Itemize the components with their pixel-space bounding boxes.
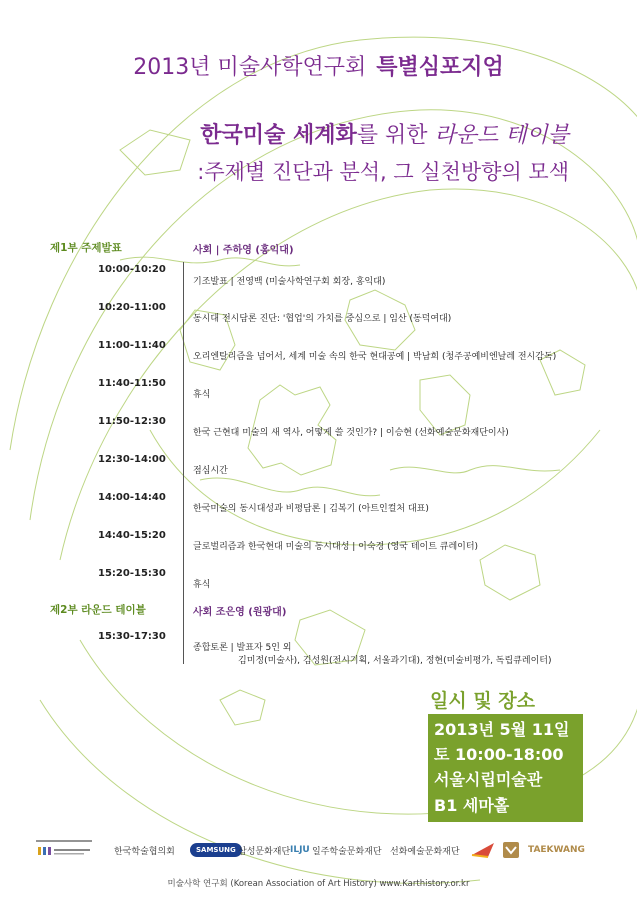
- sunhwa-foundation-logo: 선화예술문화재단: [390, 846, 460, 857]
- date-venue-heading: 일시 및 장소: [430, 690, 535, 712]
- samsung-wordmark: SAMSUNG: [190, 843, 242, 857]
- event-venue: 서울시립미술관: [434, 770, 543, 789]
- subtitle: :주제별 진단과 분석, 그 실천방향의 모색: [197, 160, 569, 184]
- samsung-logo: [190, 836, 242, 864]
- schedule-item: 휴식: [193, 390, 211, 400]
- taekwang-emblem: [502, 836, 520, 864]
- ilju-logo: ILJU: [290, 845, 310, 855]
- part1-heading: 제1부 주제발표: [50, 242, 122, 254]
- taekwang-logo: TAEKWANG: [528, 845, 585, 855]
- roundtable-line2: 김미정(미술사), 김성원(전시기획, 서울과기대), 정현(미술비평가, 독립큐레이터): [238, 656, 552, 666]
- theme-normal: 를 위한: [356, 123, 435, 148]
- part1-moderator: 사회 | 주하영 (홍익대): [193, 245, 294, 256]
- symposium-title: [0, 50, 637, 81]
- event-time: 토 10:00-18:00: [434, 745, 564, 764]
- seoul-museum-logo: [34, 836, 102, 864]
- roundtable-time: 15:30-17:30: [98, 631, 166, 642]
- theme-italic: 라운드 테이블: [434, 123, 569, 148]
- event-room: B1 세마홀: [434, 796, 510, 815]
- schedule-time: 11:40-11:50: [98, 378, 166, 389]
- schedule-item: 동시대 전시담론 진단: '협업'의 가치를 중심으로 | 임산 (동덕여대): [193, 314, 452, 324]
- schedule-time: 14:40-15:20: [98, 530, 166, 541]
- theme-bold: 한국미술 세계화: [200, 123, 357, 148]
- schedule-time: 11:00-11:40: [98, 340, 166, 351]
- title-highlight: 특별심포지엄: [376, 55, 504, 80]
- flag-icon: [470, 841, 496, 859]
- event-date: 2013년 5월 11일: [434, 720, 570, 739]
- schedule-divider: [183, 262, 184, 664]
- schedule-item: 오리엔탈리즘을 넘어서, 세계 미술 속의 한국 현대공예 | 박남희 (청주공예비엔날레 전시감독): [193, 352, 557, 362]
- part2-moderator: 사회 조은영 (원광대): [193, 607, 287, 618]
- schedule-time: 10:20-11:00: [98, 302, 166, 313]
- schedule-time: 12:30-14:00: [98, 454, 166, 465]
- samsung-foundation-logo: 삼성문화재단: [238, 846, 291, 857]
- taekwang-emblem-icon: [502, 841, 520, 859]
- schedule-time: 15:20-15:30: [98, 568, 166, 579]
- schedule-item: 글로벌리즘과 한국현대 미술의 동시대성 | 이숙경 (영국 테이트 큐레이터): [193, 542, 479, 552]
- schedule-time: 10:00-10:20: [98, 264, 166, 275]
- museum-building-icon: [34, 837, 96, 863]
- schedule-item: 한국미술의 동시대성과 비평담론 | 김복기 (아트인컬처 대표): [193, 504, 429, 514]
- roundtable-line1: 종합토론 | 발표자 5인 외: [193, 643, 292, 653]
- schedule-time: 11:50-12:30: [98, 416, 166, 427]
- schedule-item: 점심시간: [193, 466, 228, 476]
- title-prefix: 2013년 미술사학연구회: [133, 55, 367, 80]
- main-theme-title: [200, 118, 569, 149]
- schedule-item: 휴식: [193, 580, 211, 590]
- footer-text: 미술사학 연구회 (Korean Association of Art History) www.Karthistory.or.kr: [167, 879, 470, 889]
- schedule-item: 한국 근현대 미술의 새 역사, 어떻게 쓸 것인가? | 이승현 (선화예술문화재단이사): [193, 428, 509, 438]
- sunhwa-emblem: [470, 836, 496, 864]
- ilju-foundation-logo: 일주학술문화재단: [312, 846, 382, 857]
- korean-council-logo: 한국학술협의회: [114, 846, 175, 857]
- part2-heading: 제2부 라운드 테이블: [50, 604, 146, 616]
- schedule-item: 기조발표 | 전영백 (미술사학연구회 회장, 홍익대): [193, 277, 386, 287]
- schedule-time: 14:00-14:40: [98, 492, 166, 503]
